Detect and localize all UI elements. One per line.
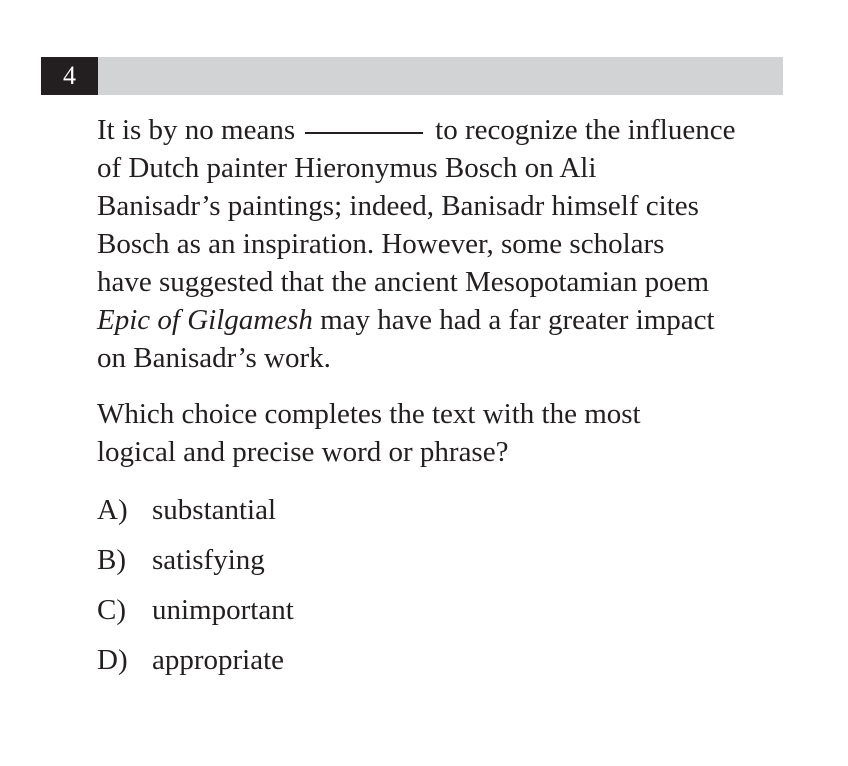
choice-text: unimportant xyxy=(152,594,294,626)
choice-letter: C) xyxy=(97,594,126,626)
passage-line: Banisadr’s paintings; indeed, Banisadr himself cites xyxy=(97,190,699,222)
passage-line: of Dutch painter Hieronymus Bosch on Ali xyxy=(97,152,597,184)
work-title: Epic of Gilgamesh xyxy=(97,304,313,336)
prompt-line: Which choice completes the text with the most xyxy=(97,398,641,430)
fill-in-blank xyxy=(305,131,423,134)
choice-letter: D) xyxy=(97,644,128,676)
question-prompt xyxy=(97,395,787,471)
question-content xyxy=(97,111,787,691)
passage-line xyxy=(97,301,787,339)
choice-text: appropriate xyxy=(152,644,285,676)
passage-text-before-blank: It is by no means xyxy=(97,114,296,146)
answer-choice-a[interactable] xyxy=(97,491,787,529)
choice-letter: A) xyxy=(97,494,128,526)
passage-text xyxy=(97,111,787,377)
passage-line: have suggested that the ancient Mesopotamian poem xyxy=(97,266,710,298)
passage-text-after-blank: to recognize the influence xyxy=(435,114,736,146)
choice-text: satisfying xyxy=(152,544,265,576)
passage-text: may have had a far greater impact xyxy=(312,304,715,336)
question-header-bar xyxy=(41,57,783,95)
passage-line: Bosch as an inspiration. However, some scholars xyxy=(97,228,665,260)
passage-line xyxy=(97,111,787,149)
answer-choice-c[interactable] xyxy=(97,591,787,629)
choice-text: substantial xyxy=(152,494,277,526)
prompt-line: logical and precise word or phrase? xyxy=(97,436,509,468)
passage-line: on Banisadr’s work. xyxy=(97,342,331,374)
answer-choices xyxy=(97,491,787,679)
question-number: 4 xyxy=(41,57,98,95)
choice-letter: B) xyxy=(97,544,126,576)
answer-choice-b[interactable] xyxy=(97,541,787,579)
answer-choice-d[interactable] xyxy=(97,641,787,679)
